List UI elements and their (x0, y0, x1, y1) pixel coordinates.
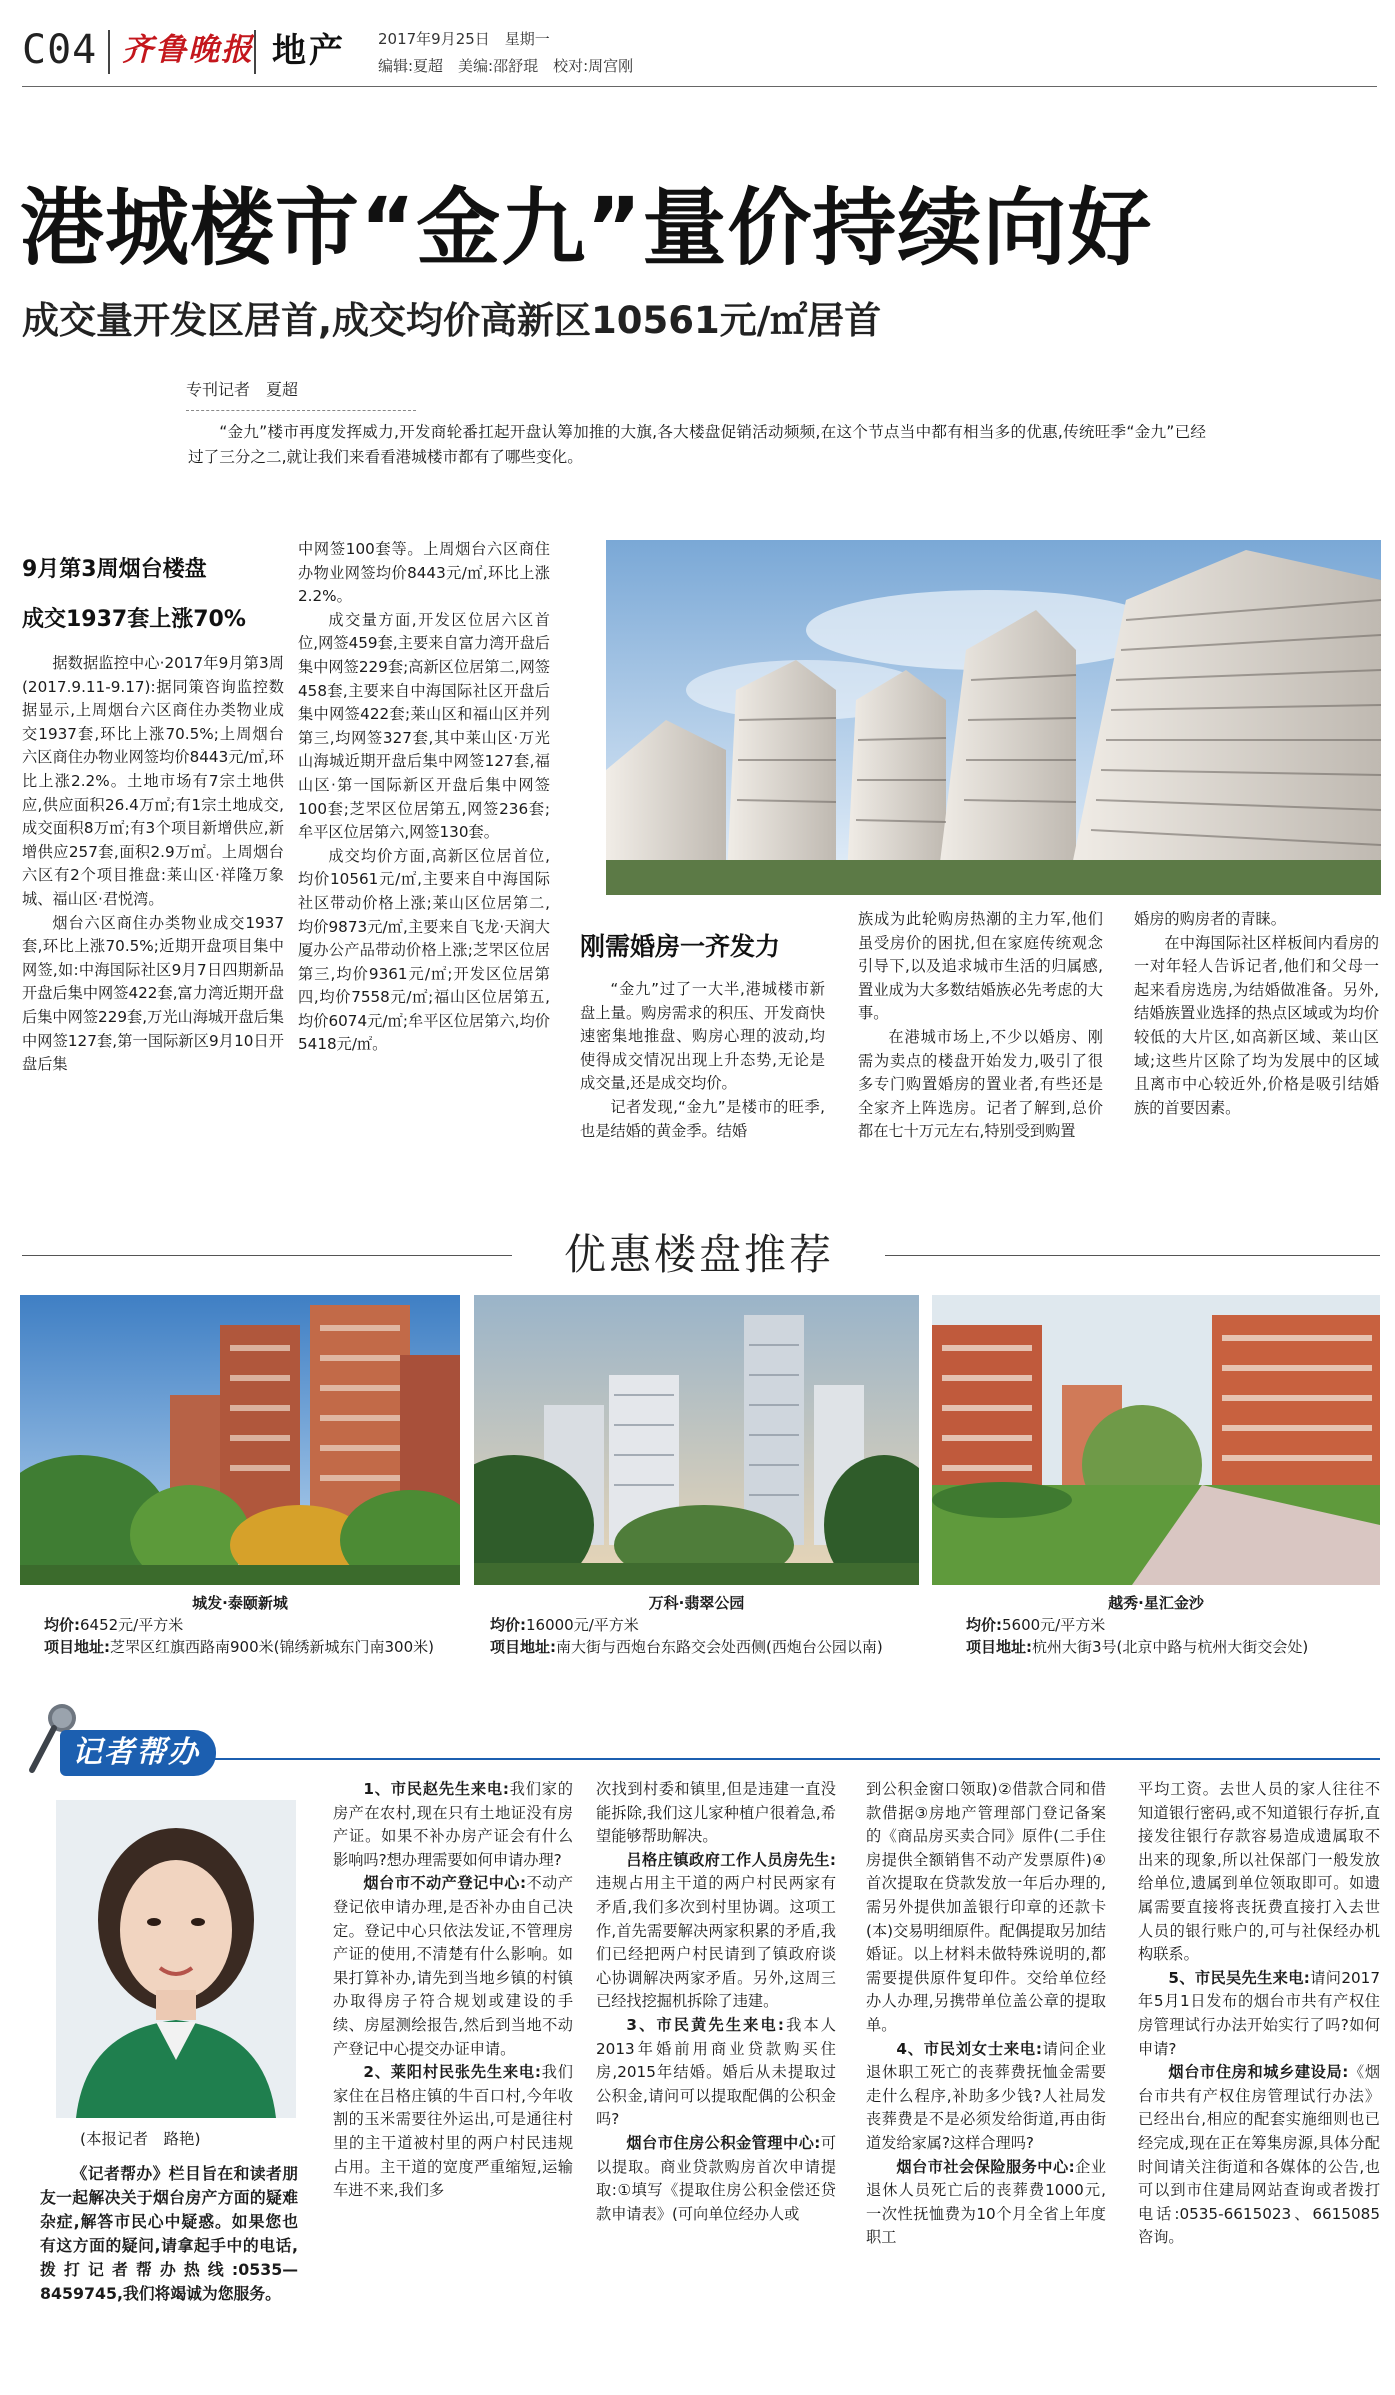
question-label: 2、莱阳村民张先生来电: (363, 2063, 541, 2082)
answer-label: 烟台市住房和城乡建设局: (1168, 2063, 1349, 2082)
answer-label: 烟台市社会保险服务中心: (896, 2157, 1075, 2176)
address-value: 南大街与西炮台东路交会处西侧(西炮台公园以南) (556, 1638, 883, 1656)
property-name-2: 万科·翡翠公园 (648, 1594, 745, 1612)
price-key: 均价: (44, 1616, 80, 1634)
address-value: 芝罘区红旗西路南900米(锦绣新城东门南300米) (110, 1638, 434, 1656)
property-name-1: 城发·泰颐新城 (192, 1594, 288, 1612)
section1-col1: 据数据监控中心·2017年9月第3周(2017.9.11-9.17):据同策咨询监控数据显示,上周烟台六区商住办类物业成交1937套,环比上涨70.5%;上周烟台六区商住办物业网签均价8443元/㎡,环比上涨2.2%。土地市场有7宗土地供应,供应面积26.4万㎡;有1宗土地成交,成交面积8万㎡;有3个项目新增供应,新增供应257套,面积2.9万㎡。上周烟台六区有2个项目推盘:莱山区·祥隆万象城、福山区·君悦湾。 烟台六区商住办类物业成交1937套,环比上涨70.5%;近期开盘项目集中网签,如:中海国际社区9月7日四期新品开盘后集中网签422套,富力湾近期开盘后集中网签229套,万光山海城开盘后集中网签127套,第一国际新区9月10日开盘后集 (22, 654, 284, 1074)
address-key: 项目地址: (490, 1638, 556, 1656)
recommend-banner: 优惠楼盘推荐 (563, 1230, 834, 1279)
question-label: 4、市民刘女士来电: (896, 2039, 1042, 2058)
property-photo-1 (20, 1295, 460, 1585)
staff-line: 编辑:夏超 美编:邵舒琨 校对:周宫刚 (378, 57, 634, 75)
lead-paragraph: “金九”楼市再度发挥威力,开发商轮番扛起开盘认筹加推的大旗,各大楼盘促销活动频频,在这个节点当中都有相当多的优惠,传统旺季“金九”已经过了三分之二,就让我们来看看港城楼市都有了哪些变化。 (188, 423, 1206, 466)
helper-intro: 《记者帮办》栏目旨在和读者朋友一起解决关于烟台房产方面的疑难杂症,解答市民心中疑惑。如果您也有这方面的疑问,请拿起手中的电话,拨打记者帮办热线:0535—8459745,我们将竭诚为您服务。 (40, 2164, 298, 2303)
property-address-1 (44, 1636, 454, 1658)
address-key: 项目地址: (966, 1638, 1032, 1656)
building-photo (606, 540, 1381, 895)
header-divider (254, 30, 256, 74)
paper-logo: 齐鲁晚报 (122, 32, 254, 68)
section-name: 地产 (272, 31, 346, 71)
question-label: 5、市民吴先生来电: (1168, 1968, 1310, 1987)
reporter-caption: (本报记者 路艳) (80, 2130, 201, 2148)
property-price-3 (966, 1614, 1380, 1636)
section1-col2: 中网签100套等。上周烟台六区商住办物业网签均价8443元/㎡,环比上涨2.2%。 成交量方面,开发区位居六区首位,网签459套,主要来自富力湾开盘后集中网签229套;高新区位居第二,网签458套,主要来自中海国际社区开盘后集中网签422套;莱山区和福山区并列第三,均网签327套,其中莱山区·万光山海城近期开盘后集中网签127套,福山区·第一国际新区开盘后集中网签100套;芝罘区位居第五,网签236套;牟平区位居第六,网签130套。 成交均价方面,高新区位居首位,均价10561元/㎡,主要来自中海国际社区带动价格上涨;莱山区位居第二,均价9873元/㎡,主要来自飞龙·天润大厦办公产品带动价格上涨;芝罘区位居第三,均价9361元/㎡;开发区位居第四,均价7558元/㎡;福山区位居第五,均价6074元/㎡;牟平区位居第六,均价5418元/㎡。 (298, 540, 550, 1054)
helper-logo: 记者帮办 (60, 1730, 216, 1776)
header-rule (22, 86, 1377, 87)
reporter-portrait (56, 1800, 296, 2118)
price-value: 5600元/平方米 (1002, 1616, 1106, 1634)
price-key: 均价: (490, 1616, 526, 1634)
helper-col3: 到公积金窗口领取)②借款合同和借款借据③房地产管理部门登记备案的《商品房买卖合同》原件(二手住房提供全额销售不动产发票原件)④首次提取在贷款发放一年后办理的,需另外提供加盖银行印章的还款卡(本)交易明细原件。配偶提取另加结婚证。以上材料未做特殊说明的,都需要提供原件复印件。交给单位经办人办理,另携带单位盖公章的提取单。 4、市民刘女士来电:请问企业退休职工死亡的丧葬费抚恤金需要走什么程序,补助多少钱?人社局发丧葬费是不是必须发给街道,再由街道发给家属?这样合理吗? 烟台市社会保险服务中心:企业退休人员死亡后的丧葬费1000元,一次性抚恤费为10个月全省上年度职工 (866, 1780, 1106, 2247)
helper-rule (180, 1758, 1380, 1760)
section2-col1: “金九”过了一大半,港城楼市新盘上量。购房需求的积压、开发商快速密集地推盘、购房心理的波动,均使得成交情况出现上升态势,无论是成交量,还是成交均价。 记者发现,“金九”是楼市的旺季,也是结婚的黄金季。结婚 (580, 980, 825, 1140)
property-photo-3 (932, 1295, 1380, 1585)
price-key: 均价: (966, 1616, 1002, 1634)
banner-rule-left (22, 1255, 512, 1256)
section2-col2: 族成为此轮购房热潮的主力军,他们虽受房价的困扰,但在家庭传统观念引导下,以及追求城市生活的归属感,置业成为大多数结婚族必先考虑的大事。 在港城市场上,不少以婚房、刚需为卖点的楼盘开始发力,吸引了很多专门购置婚房的置业者,有些还是全家齐上阵选房。记者了解到,总价都在七十万元左右,特别受到购置 (858, 910, 1103, 1141)
section2-title: 刚需婚房一齐发力 (580, 932, 781, 961)
price-value: 6452元/平方米 (80, 1616, 184, 1634)
byline: 专刊记者 夏超 (186, 380, 299, 399)
byline-rule (186, 410, 416, 411)
headline: 港城楼市“金九”量价持续向好 (20, 179, 1153, 277)
answer-label: 烟台市不动产登记中心: (363, 1874, 527, 1893)
property-photo-2 (474, 1295, 919, 1585)
helper-col4: 平均工资。去世人员的家人往往不知道银行密码,或不知道银行存折,直接发往银行存款容易造成遗属取不出来的现象,所以社保部门一般发放给单位,遗属到单位领取即可。如遗属需要直接将丧抚费直接打入去世人员的银行账户的,可与社保经办机构联系。 5、市民吴先生来电:请问2017年5月1日发布的烟台市共有产权住房管理试行办法开始实行了吗?如何申请? 烟台市住房和城乡建设局:《烟台市共有产权住房管理试行办法》已经出台,相应的配套实施细则也已经完成,现在正在筹集房源,具体分配时间请关注街道和各媒体的公告,也可以到市住建局网站查询或者拨打电话:0535-6615023、6615085咨询。 (1138, 1780, 1380, 2247)
subheadline: 成交量开发区居首,成交均价高新区10561元/㎡居首 (22, 299, 882, 342)
property-price-1 (44, 1614, 454, 1636)
section2-col3: 婚房的购房者的青睐。 在中海国际社区样板间内看房的一对年轻人告诉记者,他们和父母一起来看房选房,为结婚做准备。另外,结婚族置业选择的热点区域或为均价较低的大片区,如高新区域、莱山区域;这些片区除了均为发展中的区域且离市中心较近外,价格是吸引结婚族的首要因素。 (1134, 910, 1379, 1117)
section1-title-line1: 9月第3周烟台楼盘 (22, 557, 207, 582)
address-key: 项目地址: (44, 1638, 110, 1656)
date-line: 2017年9月25日 星期一 (378, 30, 550, 48)
section1-title-line2: 成交1937套上涨70% (22, 607, 246, 632)
property-price-2 (490, 1614, 910, 1636)
property-address-3 (966, 1636, 1380, 1658)
page-code: C04 (22, 27, 98, 73)
property-name-3: 越秀·星汇金沙 (1108, 1594, 1204, 1612)
helper-col2: 次找到村委和镇里,但是违建一直没能拆除,我们这儿家种植户很着急,希望能够帮助解决。 吕格庄镇政府工作人员房先生:违规占用主干道的两户村民两家有矛盾,我们多次到村里协调。这项工作,首先需要解决两家积累的矛盾,我们已经把两户村民请到了镇政府谈心协调解决两家矛盾。另外,这周三已经找挖掘机拆除了违建。 3、市民黄先生来电:我本人2013年婚前用商业贷款购买住房,2015年结婚。婚后从未提取过公积金,请问可以提取配偶的公积金吗? 烟台市住房公积金管理中心:可以提取。商业贷款购房首次申请提取:①填写《提取住房公积金偿还贷款申请表》(可向单位经办人或 (596, 1780, 836, 2223)
question-label: 3、市民黄先生来电: (626, 2015, 784, 2034)
answer-label: 吕格庄镇政府工作人员房先生: (626, 1850, 836, 1869)
banner-rule-right (885, 1255, 1380, 1256)
question-label: 1、市民赵先生来电: (363, 1780, 509, 1798)
helper-col1: 1、市民赵先生来电:我们家的房产在农村,现在只有土地证没有房产证。如果不补办房产证会有什么影响吗?想办理需要如何申请办理? 烟台市不动产登记中心:不动产登记依申请办理,是否补办由自己决定。登记中心只依法发证,不管理房产证的使用,不清楚有什么影响。如果打算补办,请先到当地乡镇的村镇办取得房子符合规划或建设的手续、房屋测绘报告,然后到当地不动产登记中心提交办证申请。 2、莱阳村民张先生来电:我们家住在吕格庄镇的牛百口村,今年收割的玉米需要往外运出,可是通往村里的主干道被村里的两户村民违规占用。主干道的宽度严重缩短,运输车进不来,我们多 (333, 1780, 573, 2200)
price-value: 16000元/平方米 (526, 1616, 639, 1634)
property-address-2 (490, 1636, 910, 1658)
address-value: 杭州大街3号(北京中路与杭州大街交会处) (1032, 1638, 1309, 1656)
header-divider (108, 30, 110, 74)
answer-label: 烟台市住房公积金管理中心: (626, 2133, 821, 2152)
